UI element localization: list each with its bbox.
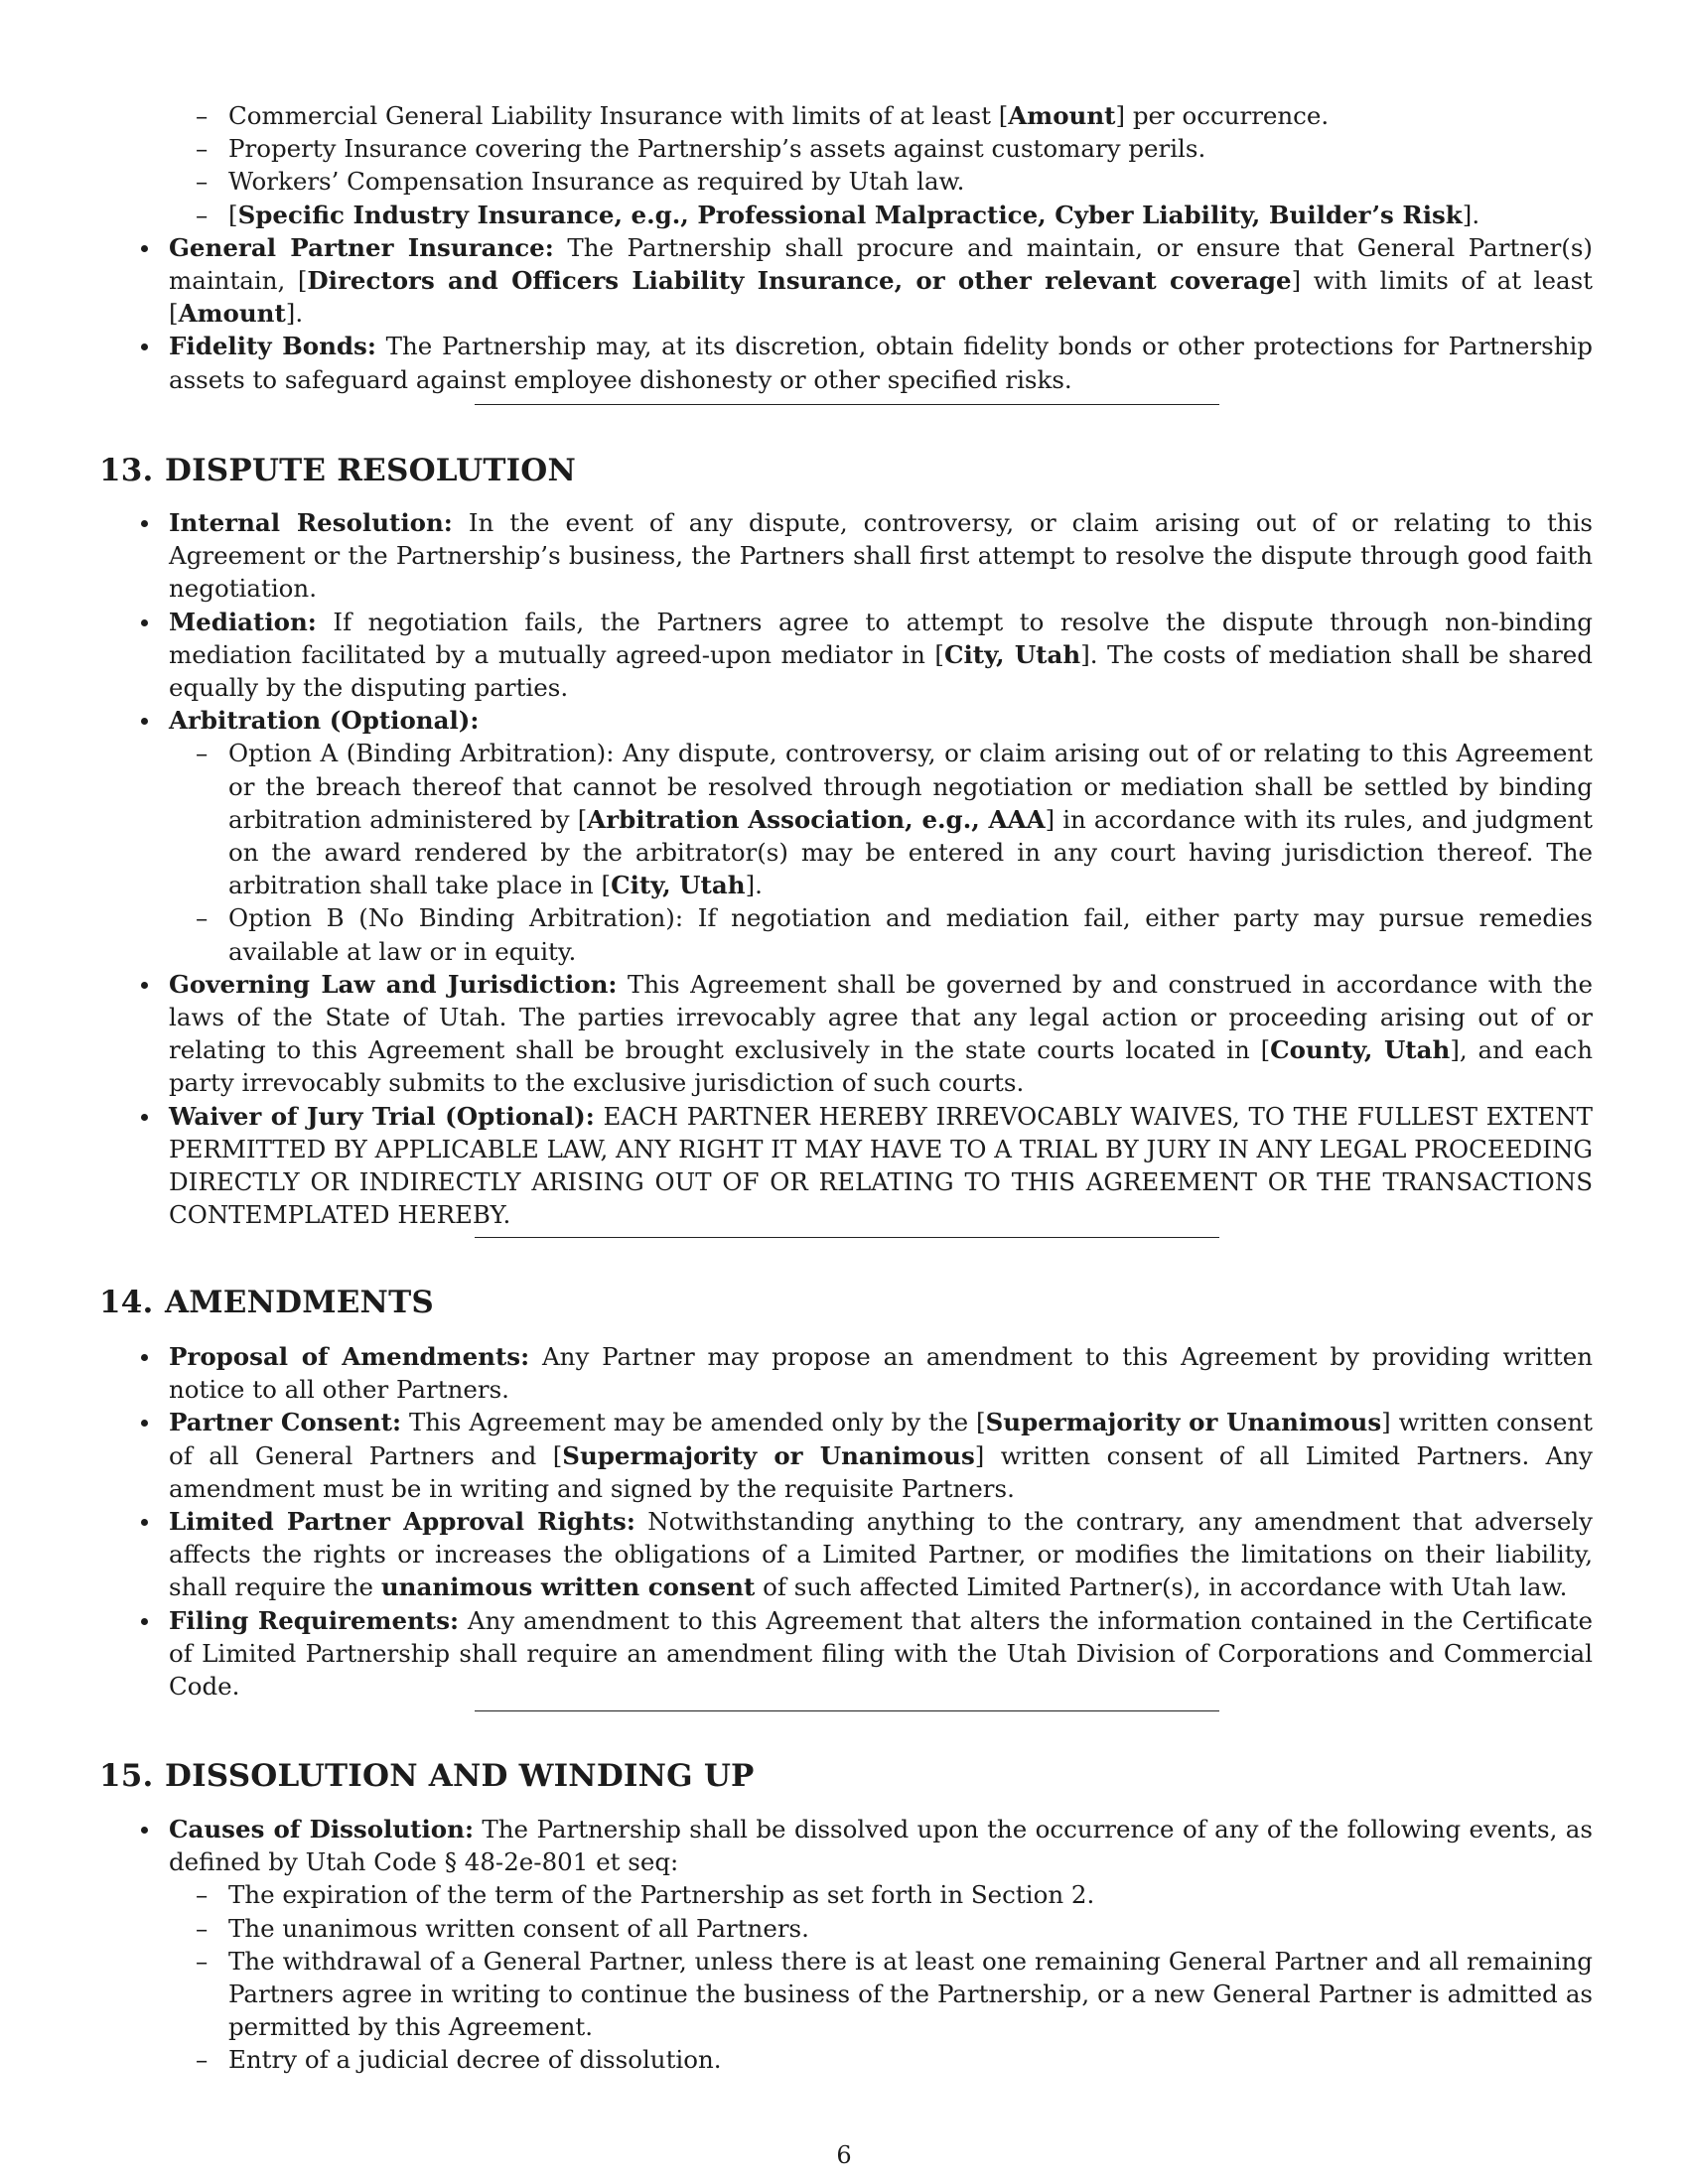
arbitration-option-b: – Option B (No Binding Arbitration): If negotiation and mediation fail, either party may pursue remedies available at law or in equity. [0,901,1688,967]
list-item: – Workers’ Compensation Insurance as required by Utah law. [0,165,1688,198]
list-item: – Entry of a judicial decree of dissolution. [0,2043,1688,2076]
clause-governing-law: Governing Law and Jurisdiction: This Agreement shall be governed by and construed in accordance with the laws of the State of Utah. The parties irrevocably agree that any legal action or proceeding arising out of or relating to this Agreement shall be brought exclusively in the state courts located in [County, Utah], and each party irrevocably submits to the exclusive jurisdiction of such courts. [0,968,1688,1100]
section-heading-14: 14. AMENDMENTS [99,1285,434,1320]
list-item: – Commercial General Liability Insurance with limits of at least [Amount] per occurrence. [0,99,1688,132]
dispute-resolution-list [0,506,1688,1231]
section-13-body [0,506,1688,1231]
insurance-continuation [0,99,1688,396]
section-15-body [0,1813,1688,2077]
insurance-clauses-list [0,231,1688,396]
clause-internal-resolution: Internal Resolution: In the event of any dispute, controversy, or claim arising out of or relating to this Agreement or the Partnership’s business, the Partners shall first attempt to resolve the dispute through good faith negotiation. [0,506,1688,606]
section-14-body [0,1340,1688,1703]
list-item: – The withdrawal of a General Partner, unless there is at least one remaining General Partner and all remaining Partners agree in writing to continue the business of the Partnership, or a new General Partner is admitted as permitted by this Agreement. [0,1945,1688,2044]
insurance-types-list [0,99,1688,231]
section-heading-15: 15. DISSOLUTION AND WINDING UP [99,1758,755,1794]
clause-partner-consent: Partner Consent: This Agreement may be amended only by the [Supermajority or Unanimous] written consent of all General Partners and [Supermajority or Unanimous] written consent of all Limited Partners. Any amendment must be in writing and signed by the requisite Partners. [0,1406,1688,1505]
section-divider [475,1710,1219,1711]
section-heading-13: 13. DISPUTE RESOLUTION [99,453,577,488]
clause-proposal-of-amendments: Proposal of Amendments: Any Partner may propose an amendment to this Agreement by providing written notice to all other Partners. [0,1340,1688,1406]
page-number: 6 [836,2141,852,2169]
list-item: – The expiration of the term of the Partnership as set forth in Section 2. [0,1878,1688,1911]
list-item: – [Specific Industry Insurance, e.g., Professional Malpractice, Cyber Liability, Builder’s Risk]. [0,199,1688,231]
section-divider [475,1237,1219,1238]
clause-causes-of-dissolution: Causes of Dissolution: The Partnership shall be dissolved upon the occurrence of any of the following events, as defined by Utah Code § 48-2e-801 et seq: – The expiration of the term of the Partnership as set forth in Section 2. – The unanimous written consent of all Partners. – The withdrawal of a General Partner, unless there is at least one remaining General Partner and all remaining Partners agree in writing to continue the business of the Partnership, or a new General Partner is admitted as permitted by this Agreement. – Entry of a judicial decree of dissolution. [0,1813,1688,2077]
dissolution-causes-list [0,1878,1688,2076]
arbitration-options-list [0,737,1688,967]
clause-general-partner-insurance: General Partner Insurance: The Partnership shall procure and maintain, or ensure that General Partner(s) maintain, [Directors and Officers Liability Insurance, or other relevant coverage] with limits of at least [Amount]. [0,231,1688,331]
clause-arbitration: Arbitration (Optional): – Option A (Binding Arbitration): Any dispute, controversy, or claim arising out of or relating to this Agreement or the breach thereof that cannot be resolved through negotiation or mediation shall be settled by binding arbitration administered by [Arbitration Association, e.g., AAA] in accordance with its rules, and judgment on the award rendered by the arbitrator(s) may be entered in any court having jurisdiction thereof. The arbitration shall take place in [City, Utah]. – Option B (No Binding Arbitration): If negotiation and mediation fail, either party may pursue remedies available at law or in equity. [0,704,1688,968]
clause-limited-partner-approval: Limited Partner Approval Rights: Notwithstanding anything to the contrary, any amendment that adversely affects the rights or increases the obligations of a Limited Partner, or modifies the limitations on their liability, shall require the unanimous written consent of such affected Limited Partner(s), in accordance with Utah law. [0,1505,1688,1604]
clause-mediation: Mediation: If negotiation fails, the Partners agree to attempt to resolve the dispute through non-binding mediation facilitated by a mutually agreed-upon mediator in [City, Utah]. The costs of mediation shall be shared equally by the disputing parties. [0,606,1688,705]
amendments-list [0,1340,1688,1703]
clause-jury-waiver: Waiver of Jury Trial (Optional): EACH PARTNER HEREBY IRREVOCABLY WAIVES, TO THE FULLEST EXTENT PERMITTED BY APPLICABLE LAW, ANY RIGHT IT MAY HAVE TO A TRIAL BY JURY IN ANY LEGAL PROCEEDING DIRECTLY OR INDIRECTLY ARISING OUT OF OR RELATING TO THIS AGREEMENT OR THE TRANSACTIONS CONTEMPLATED HEREBY. [0,1100,1688,1232]
section-divider [475,404,1219,405]
list-item: – The unanimous written consent of all Partners. [0,1912,1688,1945]
dissolution-list [0,1813,1688,2077]
clause-fidelity-bonds: Fidelity Bonds: The Partnership may, at its discretion, obtain fidelity bonds or other protections for Partnership assets to safeguard against employee dishonesty or other specified risks. [0,330,1688,395]
arbitration-option-a: – Option A (Binding Arbitration): Any dispute, controversy, or claim arising out of or relating to this Agreement or the breach thereof that cannot be resolved through negotiation or mediation shall be settled by binding arbitration administered by [Arbitration Association, e.g., AAA] in accordance with its rules, and judgment on the award rendered by the arbitrator(s) may be entered in any court having jurisdiction thereof. The arbitration shall take place in [City, Utah]. [0,737,1688,901]
clause-filing-requirements: Filing Requirements: Any amendment to this Agreement that alters the information contained in the Certificate of Limited Partnership shall require an amendment filing with the Utah Division of Corporations and Commercial Code. [0,1604,1688,1704]
list-item: – Property Insurance covering the Partnership’s assets against customary perils. [0,132,1688,165]
